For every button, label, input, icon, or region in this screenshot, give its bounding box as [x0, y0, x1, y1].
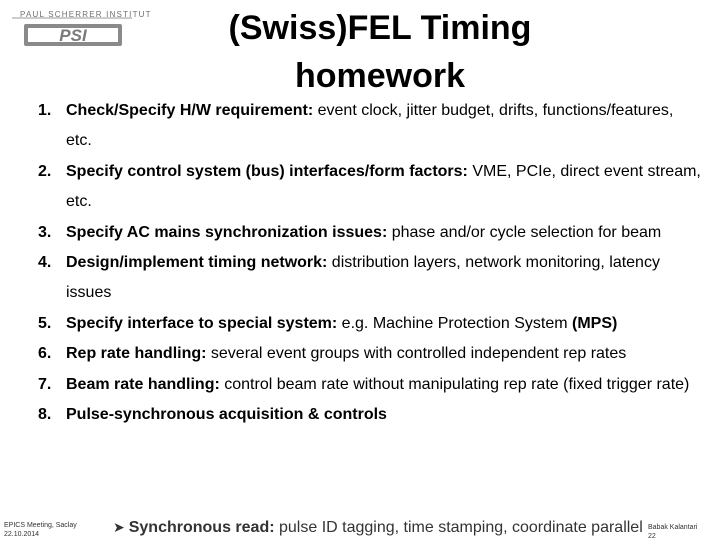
item-bold-tail: (MPS): [572, 314, 618, 332]
item-label: Specify interface to special system:: [66, 314, 338, 332]
item-label: Design/implement timing network:: [66, 254, 328, 272]
list-item: [38, 309, 703, 339]
footer-event: EPICS Meeting, Saclay: [4, 522, 77, 529]
item-number: 7.: [38, 375, 52, 393]
item-number: 3.: [38, 223, 52, 241]
list-item: [38, 400, 703, 430]
item-number: 8.: [38, 406, 52, 424]
item-text: control beam rate without manipulating rep rate (fixed trigger rate): [219, 375, 690, 393]
item-text: distribution layers, network monitoring, latency issues: [66, 254, 660, 302]
list-item: [38, 218, 703, 248]
item-label: Specify AC mains synchronization issues:: [66, 223, 388, 241]
list-item: [38, 339, 703, 369]
item-label: Pulse-synchronous acquisition & controls: [66, 406, 387, 424]
logo-mark-text: PSI: [59, 26, 87, 45]
item-text: VME, PCIe, direct event stream, etc.: [66, 162, 701, 211]
sub-bullet-text: pulse ID tagging, time stamping, coordinate parallel: [274, 519, 643, 536]
item-label: Specify control system (bus) interfaces/form factors:: [66, 162, 468, 180]
logo-top-text: PAUL SCHERRER INSTITUT: [20, 10, 152, 19]
page-title: (Swiss)FEL Timing homework: [228, 9, 532, 95]
item-number: 6.: [38, 345, 52, 363]
footer-date: 22.10.2014: [4, 531, 40, 538]
item-number: 4.: [38, 254, 52, 272]
item-text: event clock, jitter budget, drifts, functions/features, etc.: [66, 102, 674, 150]
item-text: several event groups with controlled independent rep rates: [206, 345, 627, 363]
item-number: 2.: [38, 162, 52, 180]
footer-page-number: 22: [648, 533, 656, 540]
arrow-bullet-icon: ➤: [113, 519, 125, 535]
footer-right: [648, 523, 697, 541]
psi-logo: [10, 10, 152, 48]
homework-list: [38, 96, 703, 430]
list-item: [38, 96, 703, 157]
item-label: Check/Specify H/W requirement:: [66, 102, 314, 119]
footer-author: Babak Kalantari: [648, 524, 698, 531]
item-label: Beam rate handling:: [66, 375, 220, 393]
list-item: [38, 157, 703, 218]
item-number: 1.: [38, 102, 52, 119]
sub-bullet: [113, 519, 643, 537]
list-item: [38, 248, 703, 309]
item-text: phase and/or cycle selection for beam: [387, 223, 662, 241]
item-text: e.g. Machine Protection System: [337, 314, 573, 332]
item-number: 5.: [38, 314, 52, 332]
item-label: Rep rate handling:: [66, 345, 207, 363]
sub-bullet-label: Synchronous read:: [128, 519, 275, 536]
footer-left: [4, 521, 77, 539]
list-item: [38, 370, 703, 400]
